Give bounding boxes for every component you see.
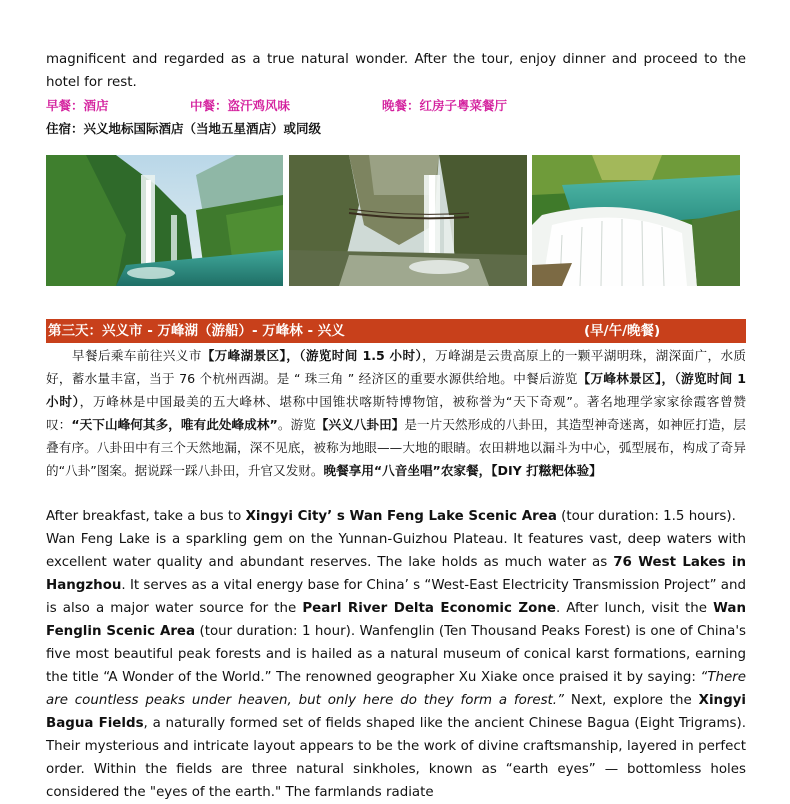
en-quote: “There are countless peaks under heaven, but only here do they form a forest.” (46, 670, 746, 708)
en-highlight: Xingyi City’ s Wan Feng Lake Scenic Area (245, 509, 557, 524)
lunch-label: 中餐：盗汗鸡风味 (190, 98, 291, 113)
en-text: . It serves as a vital energy base for China’ s “West-East Electricity Transmission Project” and is also a major water source for the (46, 578, 746, 616)
en-highlight: Pearl River Delta Economic Zone (302, 601, 556, 616)
day3-title: 第三天：兴义市 - 万峰湖（游船）- 万峰林 - 兴义 (48, 323, 345, 339)
itinerary-page (46, 48, 746, 140)
waterfall-gorge-photo (46, 155, 283, 286)
photo-strip (46, 155, 746, 286)
terrace-waterfall-photo (532, 155, 740, 286)
en-highlight: Xingyi Bagua Fields (46, 693, 746, 731)
day3-header (46, 319, 746, 343)
breakfast-label: 早餐：酒店 (46, 98, 109, 113)
waterfall-bridge-photo (289, 155, 527, 286)
intro-paragraph: magnificent and regarded as a true natural wonder. After the tour, enjoy dinner and proceed to the hotel for rest. (46, 52, 746, 90)
hotel-line: 住宿：兴义地标国际酒店（当地五星酒店）或同级 (46, 121, 322, 136)
cn-highlight-5: 晚餐享用“八音坐唱”农家餐，【DIY 打糍粑体验】 (323, 463, 602, 478)
day3-chinese-description (46, 344, 746, 482)
day3-english-description (46, 505, 746, 804)
en-text: . After lunch, visit the (555, 601, 714, 616)
en-text: (tour duration: 1.5 hours). (556, 509, 736, 524)
en-highlight: Wan Fenglin Scenic Area (46, 601, 746, 639)
en-highlight: 76 West Lakes in Hangzhou (46, 555, 746, 593)
en-text: (tour duration: 1 hour). Wanfenglin (Ten Thousand Peaks Forest) is one of China's five most beautiful peak forests and is hailed as a natural museum of conical karst formations, earning the title “A Wonder of the World.” The renowned geographer Xu Xiake once praised it by saying: (46, 624, 747, 685)
day2-meals (46, 94, 746, 117)
cn-text-5: 是一片天然形成的八卦田，其造型神奇迷离，如神匠打造，层叠有序。八卦田中有三个天然地漏，深不见底，被称为地眼——大地的眼睛。农田耕地以漏斗为中心，弧型展布，构成了奇异的“八卦”图案。据说踩一踩八卦田，升官又发财。 (46, 417, 747, 478)
cn-highlight-2: 【万峰林景区】，（游览时间 1 小时） (46, 371, 746, 409)
cn-text-4: 。游览 (277, 417, 316, 432)
cn-text-2: ，万峰湖是云贵高原上的一颗平湖明珠，湖深面广，水质好，蓄水量丰富，当于 76 个杭州西湖。是 “ 珠三角 ” 经济区的重要水源供给地。中餐后游览 (46, 348, 747, 386)
cn-text-1: 早餐后乘车前往兴义市 (72, 348, 202, 363)
en-text: After breakfast, take a bus to (46, 509, 246, 524)
en-text: Next, explore the (564, 693, 699, 708)
en-paragraph-2 (46, 528, 746, 804)
dinner-label: 晚餐：红房子粤菜餐厅 (382, 98, 508, 113)
en-paragraph-1 (46, 505, 746, 528)
cn-highlight-1: 【万峰湖景区】，（游览时间 1.5 小时） (201, 348, 423, 363)
en-text: Wan Feng Lake is a sparkling gem on the Yunnan-Guizhou Plateau. It features vast, deep waters with excellent water quality and abundant reserves. The lake holds as much water as (46, 532, 746, 570)
en-text: , a naturally formed set of fields shaped like the ancient Chinese Bagua (Eight Trigrams). Their mysterious and intricate layout appears to be the work of divine craftsmanship, layered in perfect order. Within the fields are three natural sinkholes, known as “earth eyes” — bottomless holes considered the "eyes of the earth." The farmlands radiate (46, 716, 746, 800)
cn-text-3: ，万峰林是中国最美的五大峰林、堪称中国锥状喀斯特博物馆，被称誉为“天下奇观”。著名地理学家家徐霞客曾赞叹： (46, 394, 746, 432)
cn-highlight-4: 【兴义八卦田】 (315, 417, 405, 432)
day3-meals: (早/午/晚餐) (584, 323, 661, 339)
cn-highlight-3: “天下山峰何其多，唯有此处峰成林” (71, 417, 278, 432)
